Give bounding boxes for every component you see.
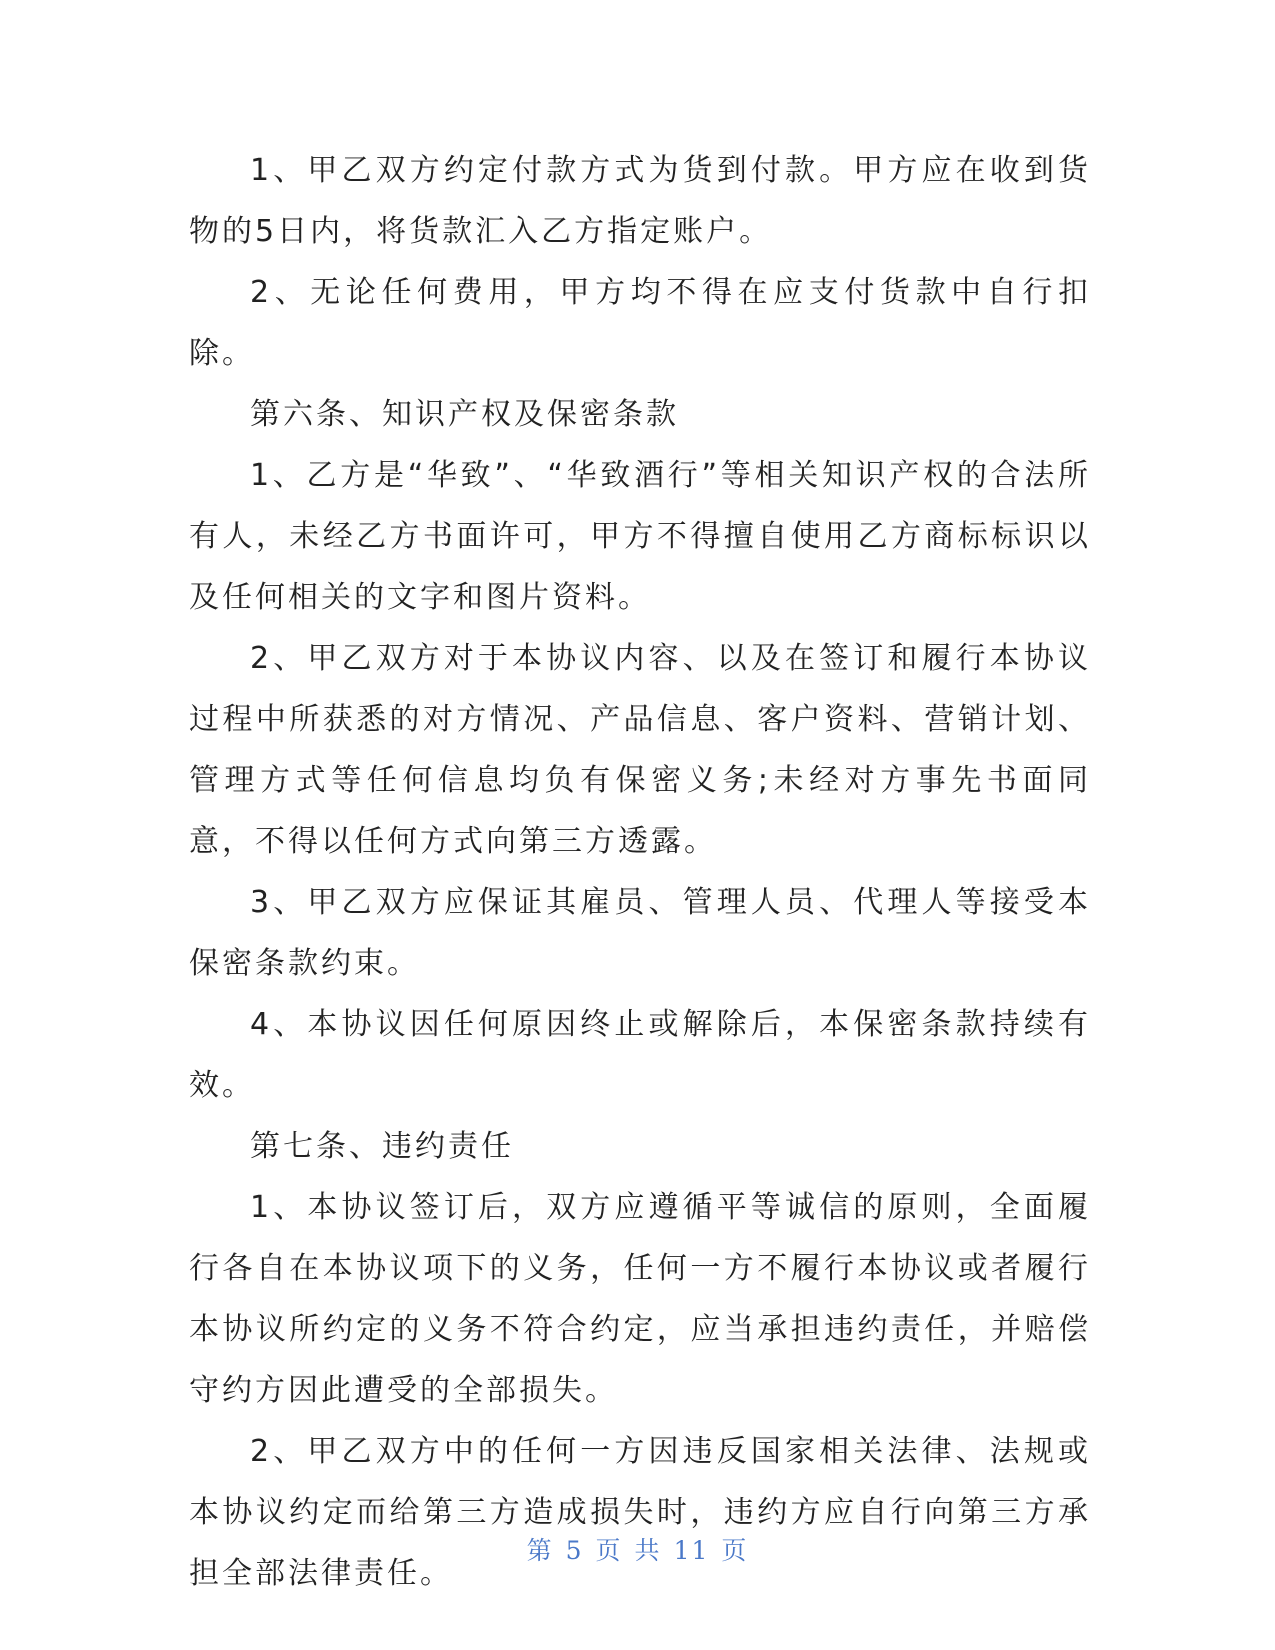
paragraph-payment-2: 2、无论任何费用，甲方均不得在应支付货款中自行扣除。 <box>189 275 1091 371</box>
footer-suffix: 页 <box>721 1536 749 1565</box>
paragraph-ip-3: 3、甲乙双方应保证其雇员、管理人员、代理人等接受本保密条款约束。 <box>189 885 1091 981</box>
footer-page-word: 页 <box>595 1536 623 1565</box>
paragraph-ip-1: 1、乙方是“华致”、“华致酒行”等相关知识产权的合法所有人，未经乙方书面许可，甲方不得擅自使用乙方商标标识以及任何相关的文字和图片资料。 <box>189 458 1091 615</box>
footer-prefix: 第 <box>526 1536 554 1565</box>
section-heading-6: 第六条、知识产权及保密条款 <box>250 397 679 432</box>
paragraph-ip-4: 4、本协议因任何原因终止或解除后，本保密条款持续有效。 <box>189 1007 1091 1103</box>
paragraph-ip-2: 2、甲乙双方对于本协议内容、以及在签订和履行本协议过程中所获悉的对方情况、产品信息、客户资料、营销计划、管理方式等任何信息均负有保密义务;未经对方事先书面同意，不得以任何方式向第三方透露。 <box>189 641 1091 859</box>
footer-total-pages: 11 <box>673 1536 710 1565</box>
paragraph-breach-2: 2、甲乙双方中的任何一方因违反国家相关法律、法规或本协议约定而给第三方造成损失时，违约方应自行向第三方承担全部法律责任。 <box>189 1434 1091 1591</box>
document-body <box>189 140 1091 1604</box>
paragraph-payment-1: 1、甲乙双方约定付款方式为货到付款。甲方应在收到货物的5日内，将货款汇入乙方指定账户。 <box>189 153 1091 249</box>
footer-total-word: 共 <box>634 1536 662 1565</box>
page-footer <box>0 1531 1275 1567</box>
footer-current-page: 5 <box>565 1536 584 1565</box>
paragraph-breach-1: 1、本协议签订后，双方应遵循平等诚信的原则，全面履行各自在本协议项下的义务，任何一方不履行本协议或者履行本协议所约定的义务不符合约定，应当承担违约责任，并赔偿守约方因此遭受的全部损失。 <box>189 1190 1091 1408</box>
section-heading-7: 第七条、违约责任 <box>250 1129 514 1164</box>
